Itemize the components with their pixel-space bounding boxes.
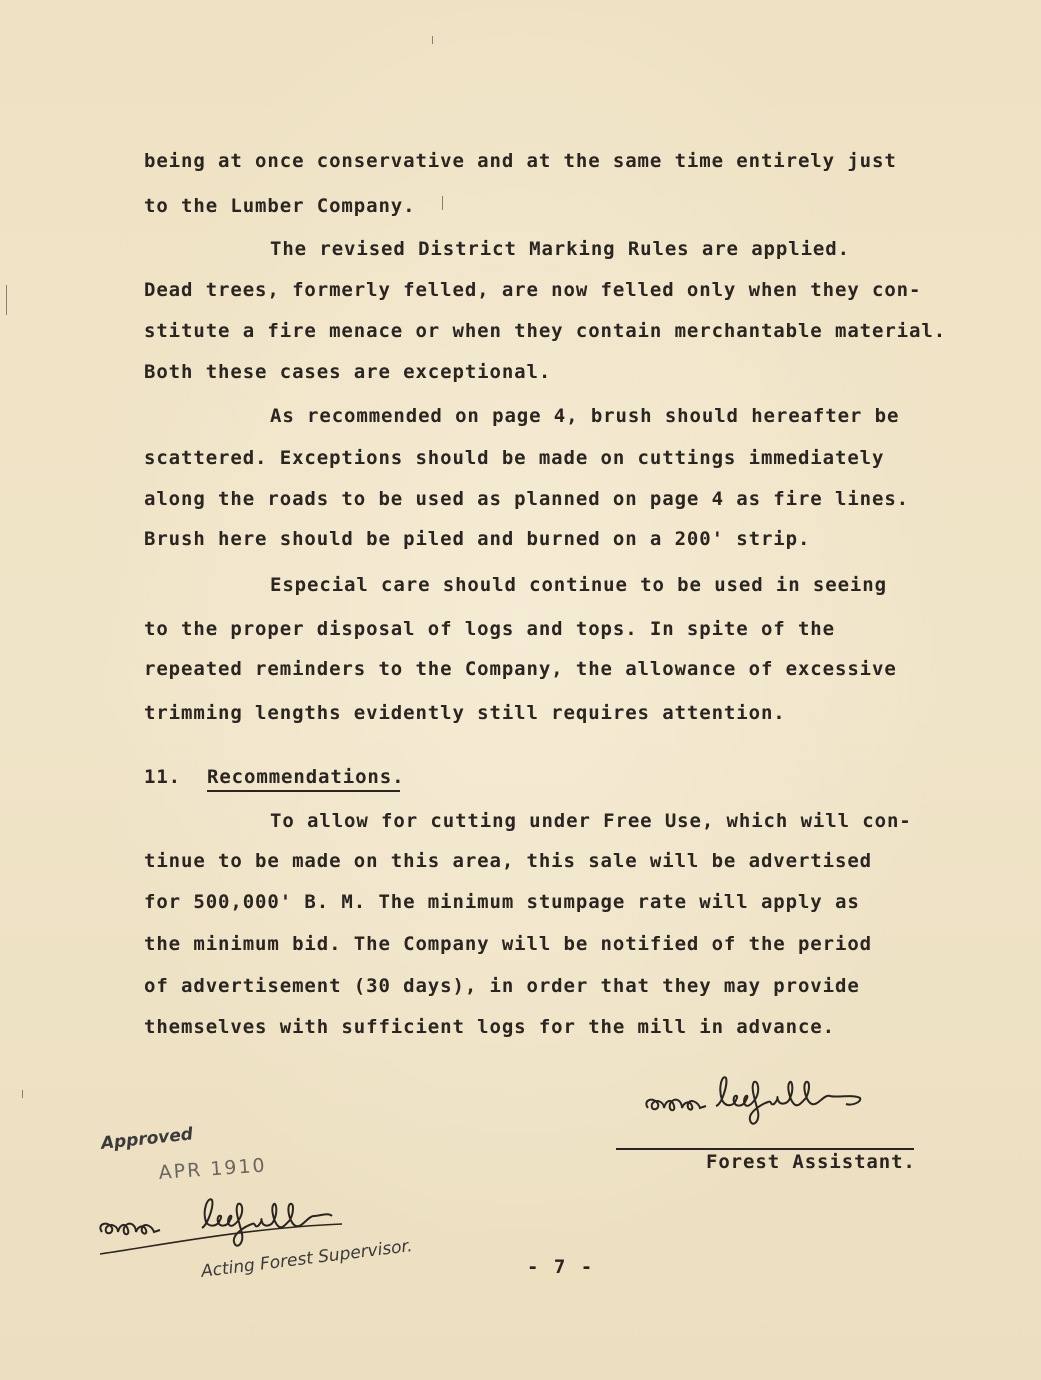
handwritten-signature <box>640 1072 900 1132</box>
body-line: stitute a fire menace or when they contain merchantable material. <box>144 320 947 342</box>
recommendation-line: To allow for cutting under Free Use, which will con- <box>270 810 912 832</box>
body-line: being at once conservative and at the same time entirely just <box>144 150 897 172</box>
acting-supervisor-stamp: Acting Forest Supervisor. <box>200 1236 414 1282</box>
paper-mark <box>432 36 433 44</box>
section-number: 11. <box>144 766 182 788</box>
body-line: Dead trees, formerly felled, are now felled only when they con- <box>144 279 922 301</box>
body-line: Both these cases are exceptional. <box>144 361 552 383</box>
recommendation-line: themselves with sufficient logs for the mill in advance. <box>144 1016 835 1038</box>
approval-date-stamp: APR 1910 <box>158 1154 268 1184</box>
body-line: to the Lumber Company. <box>144 195 416 217</box>
page-number: - 7 - <box>527 1256 595 1278</box>
body-line: scattered. Exceptions should be made on cuttings immediately <box>144 447 885 469</box>
body-line: Especial care should continue to be used in seeing <box>270 574 887 596</box>
signature-line <box>616 1148 914 1150</box>
approved-stamp: Approved <box>100 1124 194 1154</box>
body-line: Brush here should be piled and burned on a 200' strip. <box>144 528 811 550</box>
body-line: along the roads to be used as planned on page 4 as fire lines. <box>144 488 910 510</box>
recommendation-line: for 500,000' B. M. The minimum stumpage rate will apply as <box>144 891 860 913</box>
paper-mark <box>6 285 7 315</box>
recommendation-line: tinue to be made on this area, this sale will be advertised <box>144 850 872 872</box>
body-line: repeated reminders to the Company, the allowance of excessive <box>144 658 897 680</box>
signature-title: Forest Assistant. <box>706 1151 916 1173</box>
section-title: Recommendations. <box>207 766 405 788</box>
body-line: As recommended on page 4, brush should hereafter be <box>270 405 900 427</box>
body-line: to the proper disposal of logs and tops. In spite of the <box>144 618 835 640</box>
paper-mark <box>22 1090 23 1098</box>
recommendation-line: the minimum bid. The Company will be notified of the period <box>144 933 872 955</box>
recommendation-line: of advertisement (30 days), in order that they may provide <box>144 975 860 997</box>
paper-mark <box>442 196 443 210</box>
body-line: trimming lengths evidently still requires attention. <box>144 702 786 724</box>
section-title-underline <box>207 790 400 792</box>
body-line: The revised District Marking Rules are applied. <box>270 238 850 260</box>
